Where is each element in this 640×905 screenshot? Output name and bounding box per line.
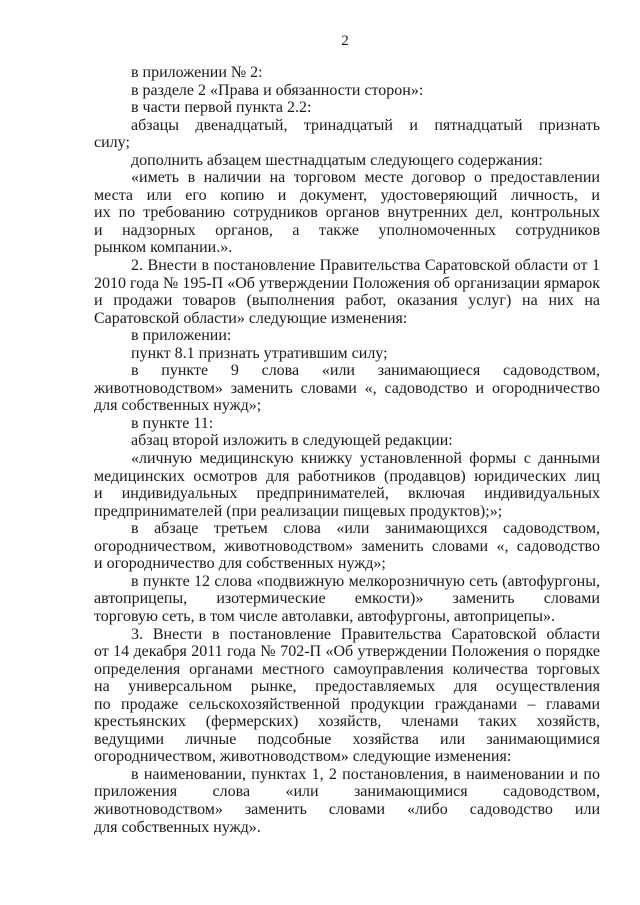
text-line: силу; [94,134,130,152]
text-line: в приложении № 2: [131,64,263,81]
text-line: огородничеством, животноводством» заменить словами «, садоводство [94,537,600,555]
text-line: 2010 года № 195-П «Об утверждении Положения об организации ярмарок [94,274,600,292]
text-line: определения органами местного самоуправления количества торговых [94,660,600,678]
text-line: ведущими личные подсобные хозяйства или занимающимися [94,730,600,748]
text-line: абзацы двенадцатый, тринадцатый и пятнадцатый признать [131,116,600,134]
text-line: крестьянских (фермерских) хозяйств, членами таких хозяйств, [94,713,600,731]
text-line: по продаже сельскохозяйственной продукции гражданами – главами [94,695,600,713]
text-line: приложения слова «или занимающимися садоводством, [94,783,600,801]
text-line: абзац второй изложить в следующей редакции: [131,432,453,450]
text-line: места или его копию и документ, удостоверяющий личность, и [94,186,600,204]
text-line: в разделе 2 «Права и обязанности сторон»: [131,81,424,99]
text-line: 2. Внести в постановление Правительства Саратовской области от 1 [131,257,600,275]
text-line: 3. Внести в постановление Правительства Саратовской области [131,625,600,643]
text-line: их по требованию сотрудников органов внутренних дел, контрольных [94,204,600,222]
text-line: рынком компании.». [94,239,233,257]
text-line: предпринимателей (при реализации пищевых продуктов);»; [94,502,503,520]
text-line: и огородничество для собственных нужд»; [94,555,386,573]
text-line: для собственных нужд»; [94,397,262,415]
text-line: в приложении: [131,327,232,345]
text-line: в части первой пункта 2.2: [131,99,312,117]
text-line: «иметь в наличии на торговом месте договор о предоставлении [131,169,600,187]
text-line: и индивидуальных предпринимателей, включая индивидуальных [94,485,600,503]
page-number: 2 [341,33,349,49]
text-line: дополнить абзацем шестнадцатым следующего содержания: [131,151,543,169]
text-line: в пункте 9 слова «или занимающиеся садоводством, [131,362,600,380]
text-line: от 14 декабря 2011 года № 702-П «Об утверждении Положения о порядке [94,643,600,661]
text-line: в пункте 11: [131,414,214,432]
text-line: автоприцепы, изотермические емкости)» заменить словами [94,590,600,608]
document-body [94,64,600,836]
text-line: медицинских осмотров для работников (продавцов) юридических лиц [94,467,600,485]
text-line: на универсальном рынке, предоставляемых для осуществления [94,678,600,696]
text-line: торговую сеть, в том числе автолавки, автофургоны, автоприцепы». [94,607,555,625]
text-line: и надзорных органов, а также уполномоченных сотрудников [94,221,600,239]
text-line: животноводством» заменить словами «, садоводство и огородничество [94,379,600,397]
text-line: животноводством» заменить словами «либо садоводство или [94,800,600,818]
text-line: для собственных нужд». [94,818,261,836]
text-line: в пункте 12 слова «подвижную мелкорозничную сеть (автофургоны, [131,572,600,590]
text-line: «личную медицинскую книжку установленной формы с данными [131,450,600,468]
text-line: Саратовской области» следующие изменения: [94,309,408,327]
text-line: пункт 8.1 признать утратившим силу; [131,344,388,362]
text-line: огородничеством, животноводством» следующие изменения: [94,748,512,766]
text-line: в наименовании, пунктах 1, 2 постановления, в наименовании и по [131,765,600,783]
text-line: в абзаце третьем слова «или занимающихся садоводством, [131,520,600,538]
text-line: и продажи товаров (выполнения работ, оказания услуг) на них на [94,292,600,310]
